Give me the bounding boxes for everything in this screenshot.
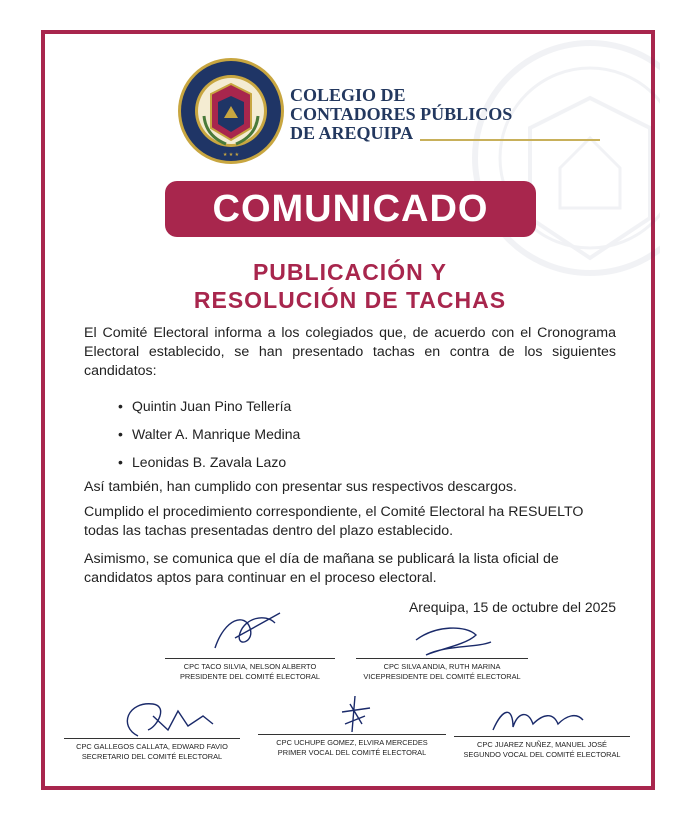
signature-block-first-vocal (258, 694, 446, 764)
signer-name: CPC TACO SILVIA, NELSON ALBERTO (183, 662, 317, 671)
org-line-1: COLEGIO DE (290, 85, 406, 105)
subtitle (100, 258, 600, 314)
bullet-icon: • (118, 426, 123, 442)
subtitle-line-2: RESOLUCIÓN DE TACHAS (193, 287, 507, 313)
signature-line (165, 658, 335, 659)
candidate-name: Quintin Juan Pino Tellería (132, 398, 292, 414)
publication-paragraph: Asimismo, se comunica que el día de mañana se publicará la lista oficial de candidatos aptos para continuar en el proceso electoral. (84, 551, 559, 586)
document-date: Arequipa, 15 de octubre del 2025 (408, 599, 616, 615)
organization-name (290, 86, 512, 143)
signature-block-president (165, 612, 335, 682)
org-gold-rule (420, 139, 600, 141)
discharges-paragraph: Así también, han cumplido con presentar sus respectivos descargos. (84, 479, 517, 495)
org-line-2: CONTADORES PÚBLICOS (290, 104, 513, 124)
handwritten-signature-icon (330, 694, 380, 734)
banner-title: COMUNICADO (165, 181, 536, 237)
signature-line (258, 734, 446, 735)
signer-name: CPC SILVA ANDIA, RUTH MARINA (383, 662, 501, 671)
college-seal-icon (176, 56, 286, 166)
signer-role: SECRETARIO DEL COMITÉ ELECTORAL (81, 752, 223, 761)
signature-block-vicepresident (356, 612, 528, 682)
candidate-name: Leonidas B. Zavala Lazo (132, 454, 287, 470)
handwritten-signature-icon (406, 620, 496, 660)
signer-role: PRIMER VOCAL DEL COMITÉ ELECTORAL (277, 748, 427, 757)
subtitle-line-1: PUBLICACIÓN Y (252, 259, 448, 285)
resolution-paragraph: Cumplido el procedimiento correspondiente, el Comité Electoral ha RESUELTO todas las tachas presentadas dentro del plazo establecido. (84, 504, 584, 539)
signer-role: VICEPRESIDENTE DEL COMITÉ ELECTORAL (363, 672, 521, 681)
bullet-icon: • (118, 454, 123, 470)
signer-role: PRESIDENTE DEL COMITÉ ELECTORAL (179, 672, 321, 681)
list-item (118, 453, 300, 481)
list-item (118, 397, 300, 425)
list-item (118, 425, 300, 453)
signer-name: CPC UCHUPE GOMEZ, ELVIRA MERCEDES (276, 738, 428, 747)
signature-line (454, 736, 630, 737)
handwritten-signature-icon (205, 608, 295, 658)
candidate-name: Walter A. Manrique Medina (132, 426, 301, 442)
handwritten-signature-icon (488, 702, 588, 736)
svg-text:★ ★ ★: ★ ★ ★ (222, 152, 240, 158)
signature-block-secretary (64, 696, 240, 766)
intro-paragraph: El Comité Electoral informa a los colegiados que, de acuerdo con el Cronograma Electoral establecido, se han presentado tachas en contra de los siguientes candidatos: (84, 325, 616, 379)
bullet-icon: • (118, 398, 123, 414)
signer-name: CPC JUAREZ NUÑEZ, MANUEL JOSÉ (477, 740, 607, 749)
signer-name: CPC GALLEGOS CALLATA, EDWARD FAVIO (76, 742, 228, 751)
signer-role: SEGUNDO VOCAL DEL COMITÉ ELECTORAL (463, 750, 621, 759)
candidate-list (118, 397, 300, 481)
signature-block-second-vocal (454, 702, 630, 772)
org-line-3: DE AREQUIPA (290, 123, 414, 143)
handwritten-signature-icon (108, 696, 218, 740)
